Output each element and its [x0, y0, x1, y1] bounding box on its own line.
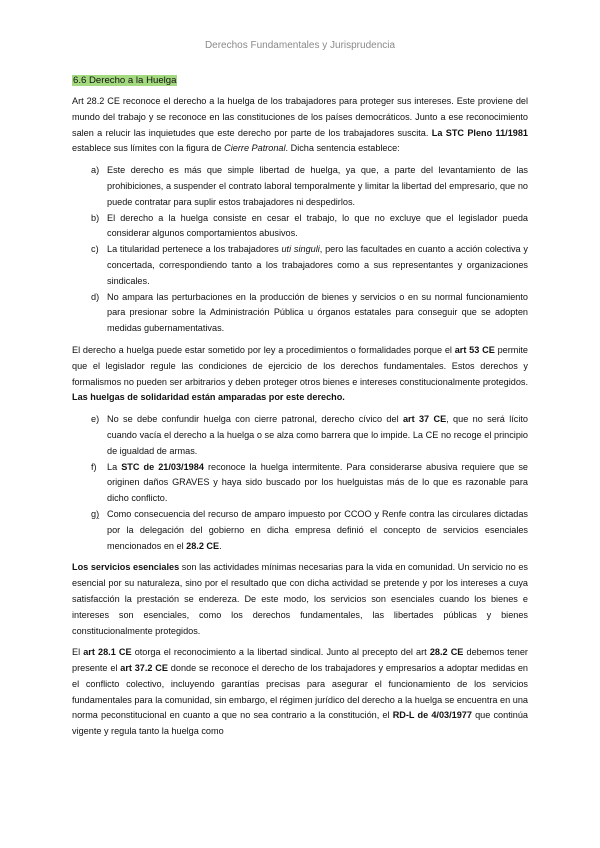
text-run: son las actividades mínimas necesarias para la vida en comunidad. Un servicio no es esencial por su naturaleza, sino por el resultado que con dicha actividad se pretende y por los intereses a cuya satisfacción la prestación se endereza. De este modo, los servicios son esenciales cuando los bienes e intereses son esenciales, como los derechos fundamentales, las libertades públicas y bienes constitucionalmente protegidos.: [72, 562, 528, 636]
bold-run: STC de 21/03/1984: [121, 461, 204, 472]
text-run: La titularidad pertenece a los trabajadores: [107, 244, 282, 255]
list-marker: f): [91, 461, 97, 472]
italic-run: Cierre Patronal: [224, 143, 286, 154]
list-item-text: Este derecho es más que simple libertad de huelga, ya que, a parte del levantamiento de las prohibiciones, a suspender el contrato laboral temporalmente y limitar la libertad del empresario, que no puede contratar para suplir estos trabajadores ni despedirlos.: [107, 165, 528, 207]
text-run: . Dicha sentencia establece:: [285, 143, 400, 154]
section-heading: [72, 75, 177, 87]
bold-run: art 53 CE: [454, 344, 495, 355]
paragraph-essential-services: [72, 560, 528, 639]
running-header: Derechos Fundamentales y Jurisprudencia: [204, 40, 396, 51]
text-run: establece sus límites con la figura de: [72, 143, 225, 154]
text-run: El: [72, 647, 84, 658]
text-run: No se debe confundir huelga con cierre patronal, derecho cívico del: [107, 414, 403, 425]
text-run: que continúa vigente y regula tanto la huelga como: [72, 710, 528, 737]
bold-run: 28.2 CE: [186, 540, 220, 551]
bold-run: art 37 CE: [402, 414, 447, 425]
text-run: La: [107, 461, 122, 472]
list-marker: g): [91, 508, 100, 519]
text-run: Art 28.2 CE reconoce el derecho a la huelga de los trabajadores para proteger sus intereses. Este proviene del mundo del trabajo y se reconoce en las constituciones de los países democráticos. Junto a ese reconocimiento salen a relucir las inquietudes que este derecho por parte de los trabajadores suscita.: [72, 96, 528, 138]
list-item-a: [72, 163, 528, 210]
bold-run: art 37.2 CE: [120, 663, 168, 674]
list-limits: [72, 412, 528, 554]
page-content: [72, 73, 528, 746]
text-run: El derecho a huelga puede estar sometido por ley a procedimientos o formalidades porque el: [72, 344, 455, 355]
text-run: Como consecuencia del recurso de amparo impuesto por CCOO y Renfe contra las circulares dictadas por la delegación del gobierno en dicha empresa definió el concepto de servicios esenciales mencionados en el: [107, 508, 528, 551]
list-sentencia: [72, 163, 528, 337]
bold-run: Las huelgas de solidaridad están amparadas por este derecho.: [72, 392, 345, 403]
bold-run: La STC Pleno 11/1981: [431, 127, 528, 138]
list-marker: b): [91, 212, 100, 223]
list-marker: c): [91, 244, 99, 255]
text-run: permite que el legislador regule las condiciones de ejercicio de los derechos fundamentales. Estos derechos y formalismos no pueden ser arbitrarios y deben proteger otros bienes e intereses constitucionalmente protegidos.: [72, 344, 529, 387]
text-run: , pero las facultades en cuanto a acción colectiva y concertada, correspondiendo tanto a los trabajadores como a sus representantes y organizaciones sindicales.: [107, 244, 528, 286]
list-item-text: No ampara las perturbaciones en la producción de bienes y servicios o en su normal funcionamiento para presionar sobre la Administración Pública u órganos estatales para conseguir que se adopten medidas gubernamentativas.: [107, 291, 528, 334]
list-marker: a): [91, 165, 100, 176]
list-item-b: [72, 211, 528, 243]
list-item-c: [72, 242, 528, 289]
list-item-g: [72, 507, 528, 554]
text-run: , que no será lícito cuando vacía el derecho a la huelga o se alza como barrera que lo impide. La CE no recoge el principio de igualdad de armas.: [107, 414, 528, 456]
paragraph-intro: [72, 94, 528, 157]
bold-run: art 28.1 CE: [83, 647, 132, 658]
bold-run: Los servicios esenciales: [72, 562, 180, 573]
text-run: .: [219, 540, 222, 551]
paragraph-freedom-union: [72, 645, 528, 740]
list-marker: e): [91, 414, 100, 425]
text-run: donde se reconoce el derecho de los trabajadores y empresarios a adoptar medidas en el conflicto colectivo, incluyendo garantías precisas para asegurar el funcionamiento de los servicios fundamentales para la comunidad, sin embargo, el régimen jurídico del derecho a la huelga se encuentra en una norma peconstitucional en cuanto a que no sea contrario a la constitución, el: [72, 663, 529, 721]
bold-run: 28.2 CE: [429, 647, 464, 658]
paragraph-regulation: [72, 343, 528, 406]
text-run: debemos tener presente el: [72, 647, 528, 674]
list-item-text: El derecho a la huelga consiste en cesar el trabajo, lo que no excluye que el legislador pueda considerar algunos comportamientos abusivos.: [107, 212, 528, 239]
list-item-e: [72, 412, 528, 459]
text-run: reconoce la huelga intermitente. Para considerarse abusiva requiere que se originen daños GRAVES y haya sido buscado por los huelguistas más de lo que es razonable para dicho conflicto.: [107, 461, 529, 504]
list-item-f: [72, 460, 528, 507]
list-marker: d): [91, 291, 100, 302]
list-item-d: [72, 290, 528, 337]
italic-run: uti singuli: [281, 244, 320, 255]
text-run: otorga el reconocimiento a la libertad sindical. Junto al precepto del art: [131, 647, 430, 658]
bold-run: RD-L de 4/03/1977: [392, 710, 472, 721]
section-heading-highlight: 6.6 Derecho a la Huelga: [73, 75, 177, 86]
